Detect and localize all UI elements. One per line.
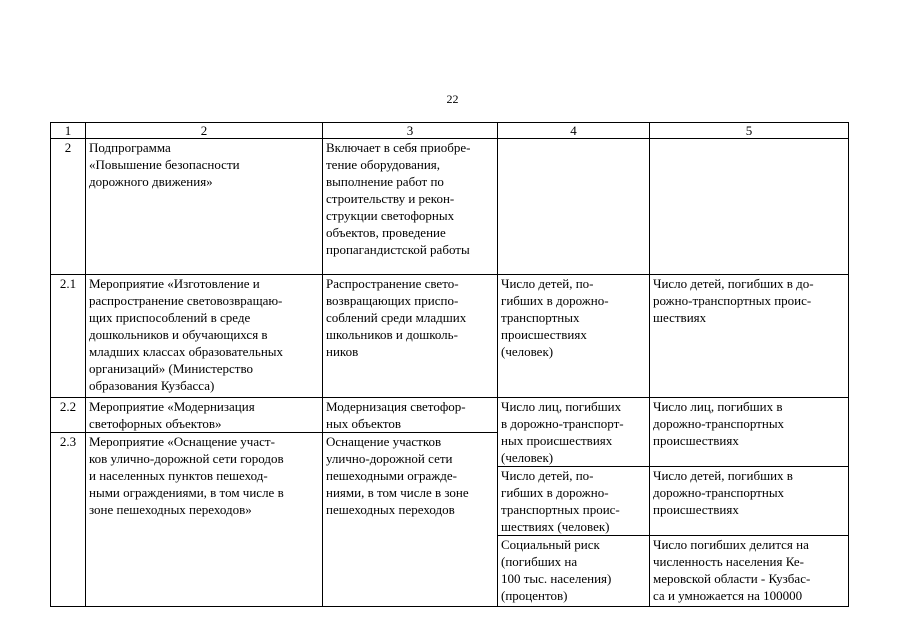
row-2-3-description: Оснащение участков улично-дорожной сети пешеходными огражде- ниями, в том числе в зоне пешеходных переходов — [323, 433, 498, 607]
header-col-2: 2 — [86, 123, 323, 139]
table-row-2 — [51, 139, 849, 275]
header-col-5: 5 — [650, 123, 849, 139]
header-col-4: 4 — [498, 123, 650, 139]
header-col-1: 1 — [51, 123, 86, 139]
row-2-2-description: Модернизация светофор- ных объектов — [323, 398, 498, 433]
row-2-2-name: Мероприятие «Модернизация светофорных объектов» — [86, 398, 323, 433]
row-2-1-description: Распространение свето- возвращающих приспо- соблений среди младших школьников и дошколь- ников — [323, 275, 498, 398]
row-2-1-method: Число детей, погибших в до- рожно-транспортных проис- шествиях — [650, 275, 849, 398]
row-2-3-method-3: Число погибших делится на численность населения Ке- меровской области - Кузбас- са и умножается на 100000 — [650, 536, 849, 607]
measures-table — [50, 122, 849, 607]
row-2-3-name: Мероприятие «Оснащение участ- ков улично-дорожной сети городов и населенных пунктов пешеход- ными ограждениями, в том числе в зоне пешеходных переходов» — [86, 433, 323, 607]
header-col-3: 3 — [323, 123, 498, 139]
shared-indicator-1: Число лиц, погибших в дорожно-транспорт- ных происшествиях (человек) — [498, 398, 650, 467]
row-2-description: Включает в себя приобре- тение оборудования, выполнение работ по строительству и рекон- струкции светофорных объектов, проведение пропагандистской работы — [323, 139, 498, 275]
row-2-1-name: Мероприятие «Изготовление и распространение световозвращаю- щих приспособлений в среде дошкольников и обучающихся в младших классах образовательных организаций» (Министерство образования Кузбасса) — [86, 275, 323, 398]
row-2-method — [650, 139, 849, 275]
page-number: 22 — [446, 92, 459, 106]
row-2-2-number: 2.2 — [51, 398, 86, 433]
row-2-number: 2 — [51, 139, 86, 275]
shared-method-1: Число лиц, погибших в дорожно-транспортных происшествиях — [650, 398, 849, 467]
row-2-name: Подпрограмма «Повышение безопасности дорожного движения» — [86, 139, 323, 275]
row-2-3-indicator-2: Число детей, по- гибших в дорожно- транспортных проис- шествиях (человек) — [498, 467, 650, 536]
table-header-row — [51, 123, 849, 139]
row-2-3-number: 2.3 — [51, 433, 86, 607]
row-2-1-number: 2.1 — [51, 275, 86, 398]
row-2-3-method-2: Число детей, погибших в дорожно-транспортных происшествиях — [650, 467, 849, 536]
row-2-indicator — [498, 139, 650, 275]
table-row-2-1 — [51, 275, 849, 398]
row-2-3-indicator-3: Социальный риск (погибших на 100 тыс. населения) (процентов) — [498, 536, 650, 607]
row-2-1-indicator: Число детей, по- гибших в дорожно- транспортных происшествиях (человек) — [498, 275, 650, 398]
table-row-2-2 — [51, 398, 849, 433]
